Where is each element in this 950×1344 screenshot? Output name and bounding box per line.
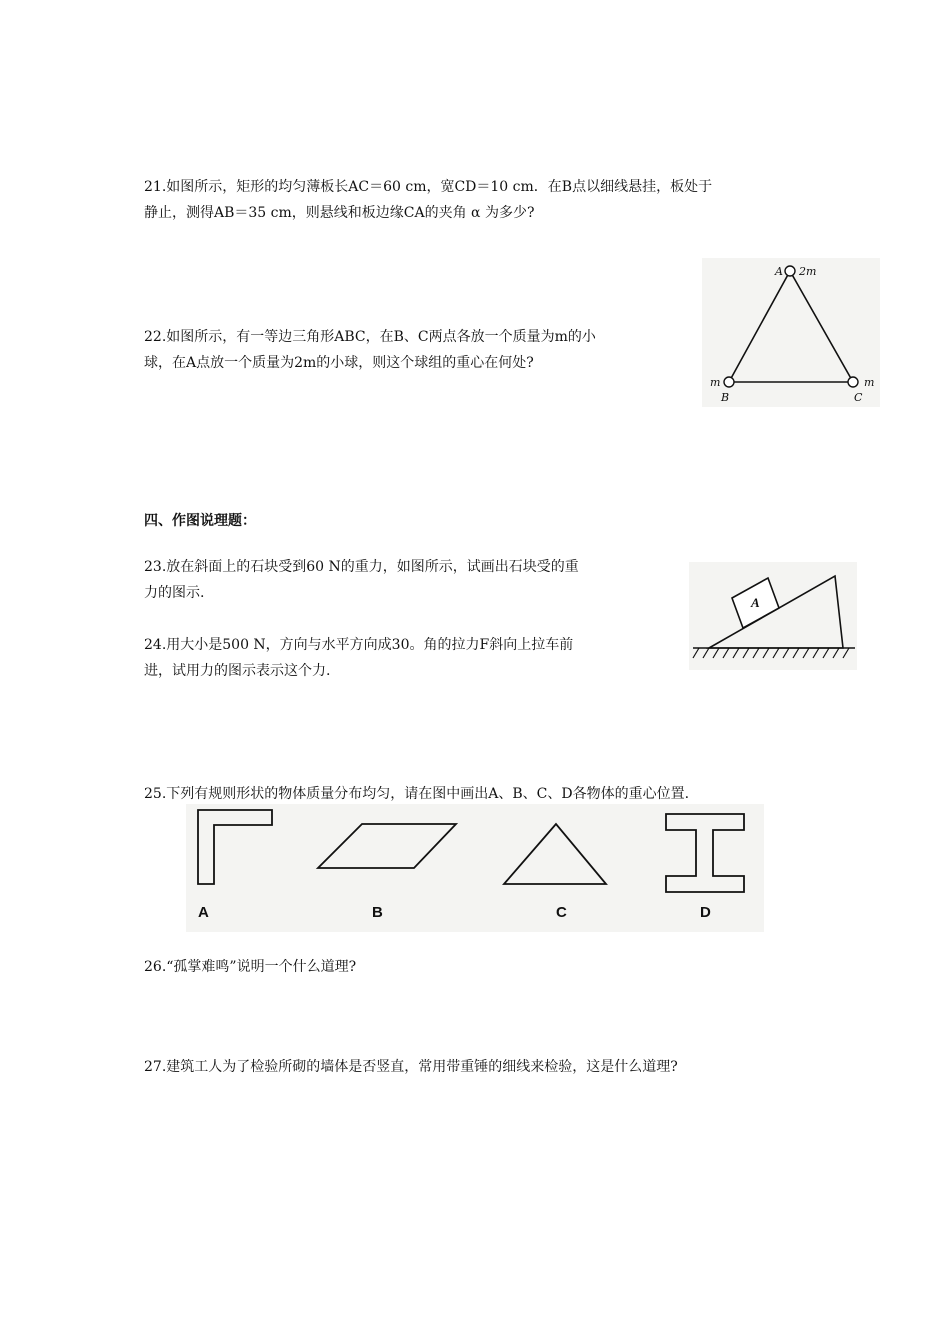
shape-label-b: B xyxy=(372,904,383,921)
label-m-left: m xyxy=(710,376,721,389)
shape-label-c: C xyxy=(556,904,567,921)
ball-c xyxy=(848,377,858,387)
q22-triangle-figure xyxy=(702,258,880,407)
q22-line2: 球，在A点放一个质量为2m的小球，则这个球组的重心在何处? xyxy=(144,355,534,371)
label-2m: 2m xyxy=(799,265,817,278)
q27-line1: 27.建筑工人为了检验所砌的墙体是否竖直，常用带重锤的细线来检验，这是什么道理? xyxy=(144,1059,678,1075)
q23-incline-figure xyxy=(689,562,857,670)
shape-d-ibeam xyxy=(666,814,744,892)
q26-line1: 26.“孤掌难鸣”说明一个什么道理? xyxy=(144,959,357,975)
shape-label-d: D xyxy=(700,904,711,921)
ball-b xyxy=(724,377,734,387)
q25-line1: 25.下列有规则形状的物体质量分布均匀，请在图中画出A、B、C、D各物体的重心位置. xyxy=(144,786,690,802)
shape-label-a: A xyxy=(198,904,209,921)
q23-line2: 力的图示. xyxy=(144,585,205,601)
label-m-right: m xyxy=(864,376,875,389)
q21-line2: 静止，测得AB＝35 cm，则悬线和板边缘CA的夹角 α 为多少? xyxy=(144,205,535,221)
ball-a xyxy=(785,266,795,276)
q21-line1: 21.如图所示，矩形的均匀薄板长AC＝60 cm，宽CD＝10 cm．在B点以细线悬挂，板处于 xyxy=(144,179,713,195)
shape-b-parallelogram xyxy=(318,824,456,868)
q23-line1: 23.放在斜面上的石块受到60 N的重力，如图所示，试画出石块受的重 xyxy=(144,559,579,575)
q24-line2: 进，试用力的图示表示这个力. xyxy=(144,663,331,679)
q24-line1: 24.用大小是500 N，方向与水平方向成30。角的拉力F斜向上拉车前 xyxy=(144,637,574,653)
shape-c-triangle xyxy=(504,824,606,884)
label-a: A xyxy=(775,265,783,278)
label-c: C xyxy=(854,391,863,404)
q25-shapes-figure xyxy=(186,804,764,932)
shape-a-l xyxy=(198,810,272,884)
q22-line1: 22.如图所示，有一等边三角形ABC，在B、C两点各放一个质量为m的小 xyxy=(144,329,596,345)
label-b: B xyxy=(721,391,730,404)
block-label: A xyxy=(751,595,760,610)
section-4-title: 四、作图说理题： xyxy=(144,513,256,529)
incline xyxy=(709,576,843,648)
